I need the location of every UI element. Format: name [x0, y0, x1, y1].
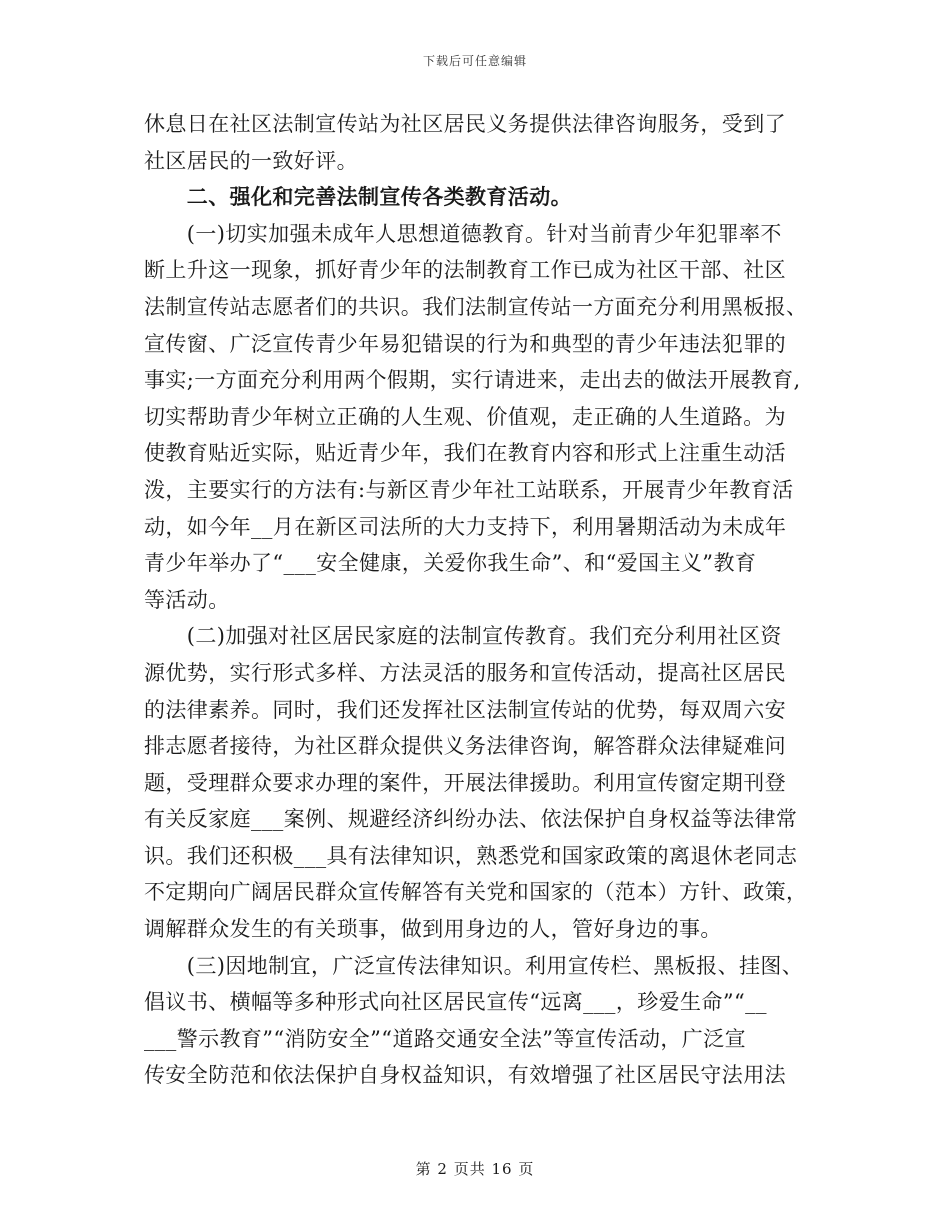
text-line: 有关反家庭___案例、规避经济纠纷办法、依法保护自身权益等法律常 [144, 807, 798, 832]
text-line: 休息日在社区法制宣传站为社区居民义务提供法律咨询服务，受到了 [144, 112, 786, 136]
paragraph-1 [144, 106, 806, 179]
text-line: 排志愿者接待，为社区群众提供义务法律咨询，解答群众法律疑难问 [144, 734, 786, 759]
text-line: 的法律素养。同时，我们还发挥社区法制宣传站的优势，每双周六安 [144, 697, 786, 722]
text-line: 事实;一方面充分利用两个假期，实行请进来，走出去的做法开展教育, [144, 368, 801, 393]
text-line: (一)切实加强未成年人思想道德教育。针对当前青少年犯罪率不 [144, 221, 782, 246]
text-line: 断上升这一现象，抓好青少年的法制教育工作已成为社区干部、社区 [144, 258, 786, 283]
document-body [144, 106, 806, 1094]
text-line: 等活动。 [144, 587, 230, 612]
paragraph-5 [144, 948, 806, 1094]
text-line: 社区居民的一致好评。 [144, 148, 358, 173]
text-line: 切实帮助青少年树立正确的人生观、价值观，走正确的人生道路。为 [144, 404, 786, 429]
paragraph-3 [144, 216, 806, 619]
section-heading [144, 179, 806, 216]
text-line: 宣传窗、广泛宣传青少年易犯错误的行为和典型的青少年违法犯罪的 [144, 331, 786, 356]
text-line: 青少年举办了“___安全健康，关爱你我生命”、和“爱国主义”教育 [144, 551, 757, 576]
paragraph-4 [144, 618, 806, 947]
text-line: 倡议书、横幅等多种形式向社区居民宣传“远离___，珍爱生命”“__ [144, 990, 767, 1015]
text-line: 使教育贴近实际，贴近青少年，我们在教育内容和形式上注重生动活 [144, 441, 786, 466]
text-line: 源优势，实行形式多样、方法灵活的服务和宣传活动，提高社区居民 [144, 660, 786, 685]
text-line: ___警示教育”“消防安全”“道路交通安全法”等宣传活动，广泛宣 [144, 1026, 746, 1051]
text-line: (二)加强对社区居民家庭的法制宣传教育。我们充分利用社区资 [144, 624, 782, 649]
text-line: 识。我们还积极___具有法律知识，熟悉党和国家政策的离退休老同志 [144, 843, 798, 868]
heading-line: 二、强化和完善法制宣传各类教育活动。 [144, 184, 572, 210]
header-note: 下载后可任意编辑 [422, 54, 527, 68]
text-line: 不定期向广阔居民群众宣传解答有关党和国家的（范本）方针、政策， [144, 880, 808, 905]
text-line: 泼，主要实行的方法有:与新区青少年社工站联系，开展青少年教育活 [144, 477, 794, 502]
text-line: 动，如今年__月在新区司法所的大力支持下，利用暑期活动为未成年 [144, 514, 787, 539]
text-line: 传安全防范和依法保护自身权益知识，有效增强了社区居民守法用法 [144, 1063, 786, 1088]
page-number: 第 2 页共 16 页 [415, 1160, 535, 1178]
text-line: 调解群众发生的有关琐事，做到用身边的人，管好身边的事。 [144, 917, 722, 942]
text-line: (三)因地制宜，广泛宣传法律知识。利用宣传栏、黑板报、挂图、 [144, 953, 804, 978]
text-line: 题，受理群众要求办理的案件，开展法律援助。利用宣传窗定期刊登 [144, 770, 786, 795]
text-line: 法制宣传站志愿者们的共识。我们法制宣传站一方面充分利用黑板报、 [144, 294, 808, 319]
